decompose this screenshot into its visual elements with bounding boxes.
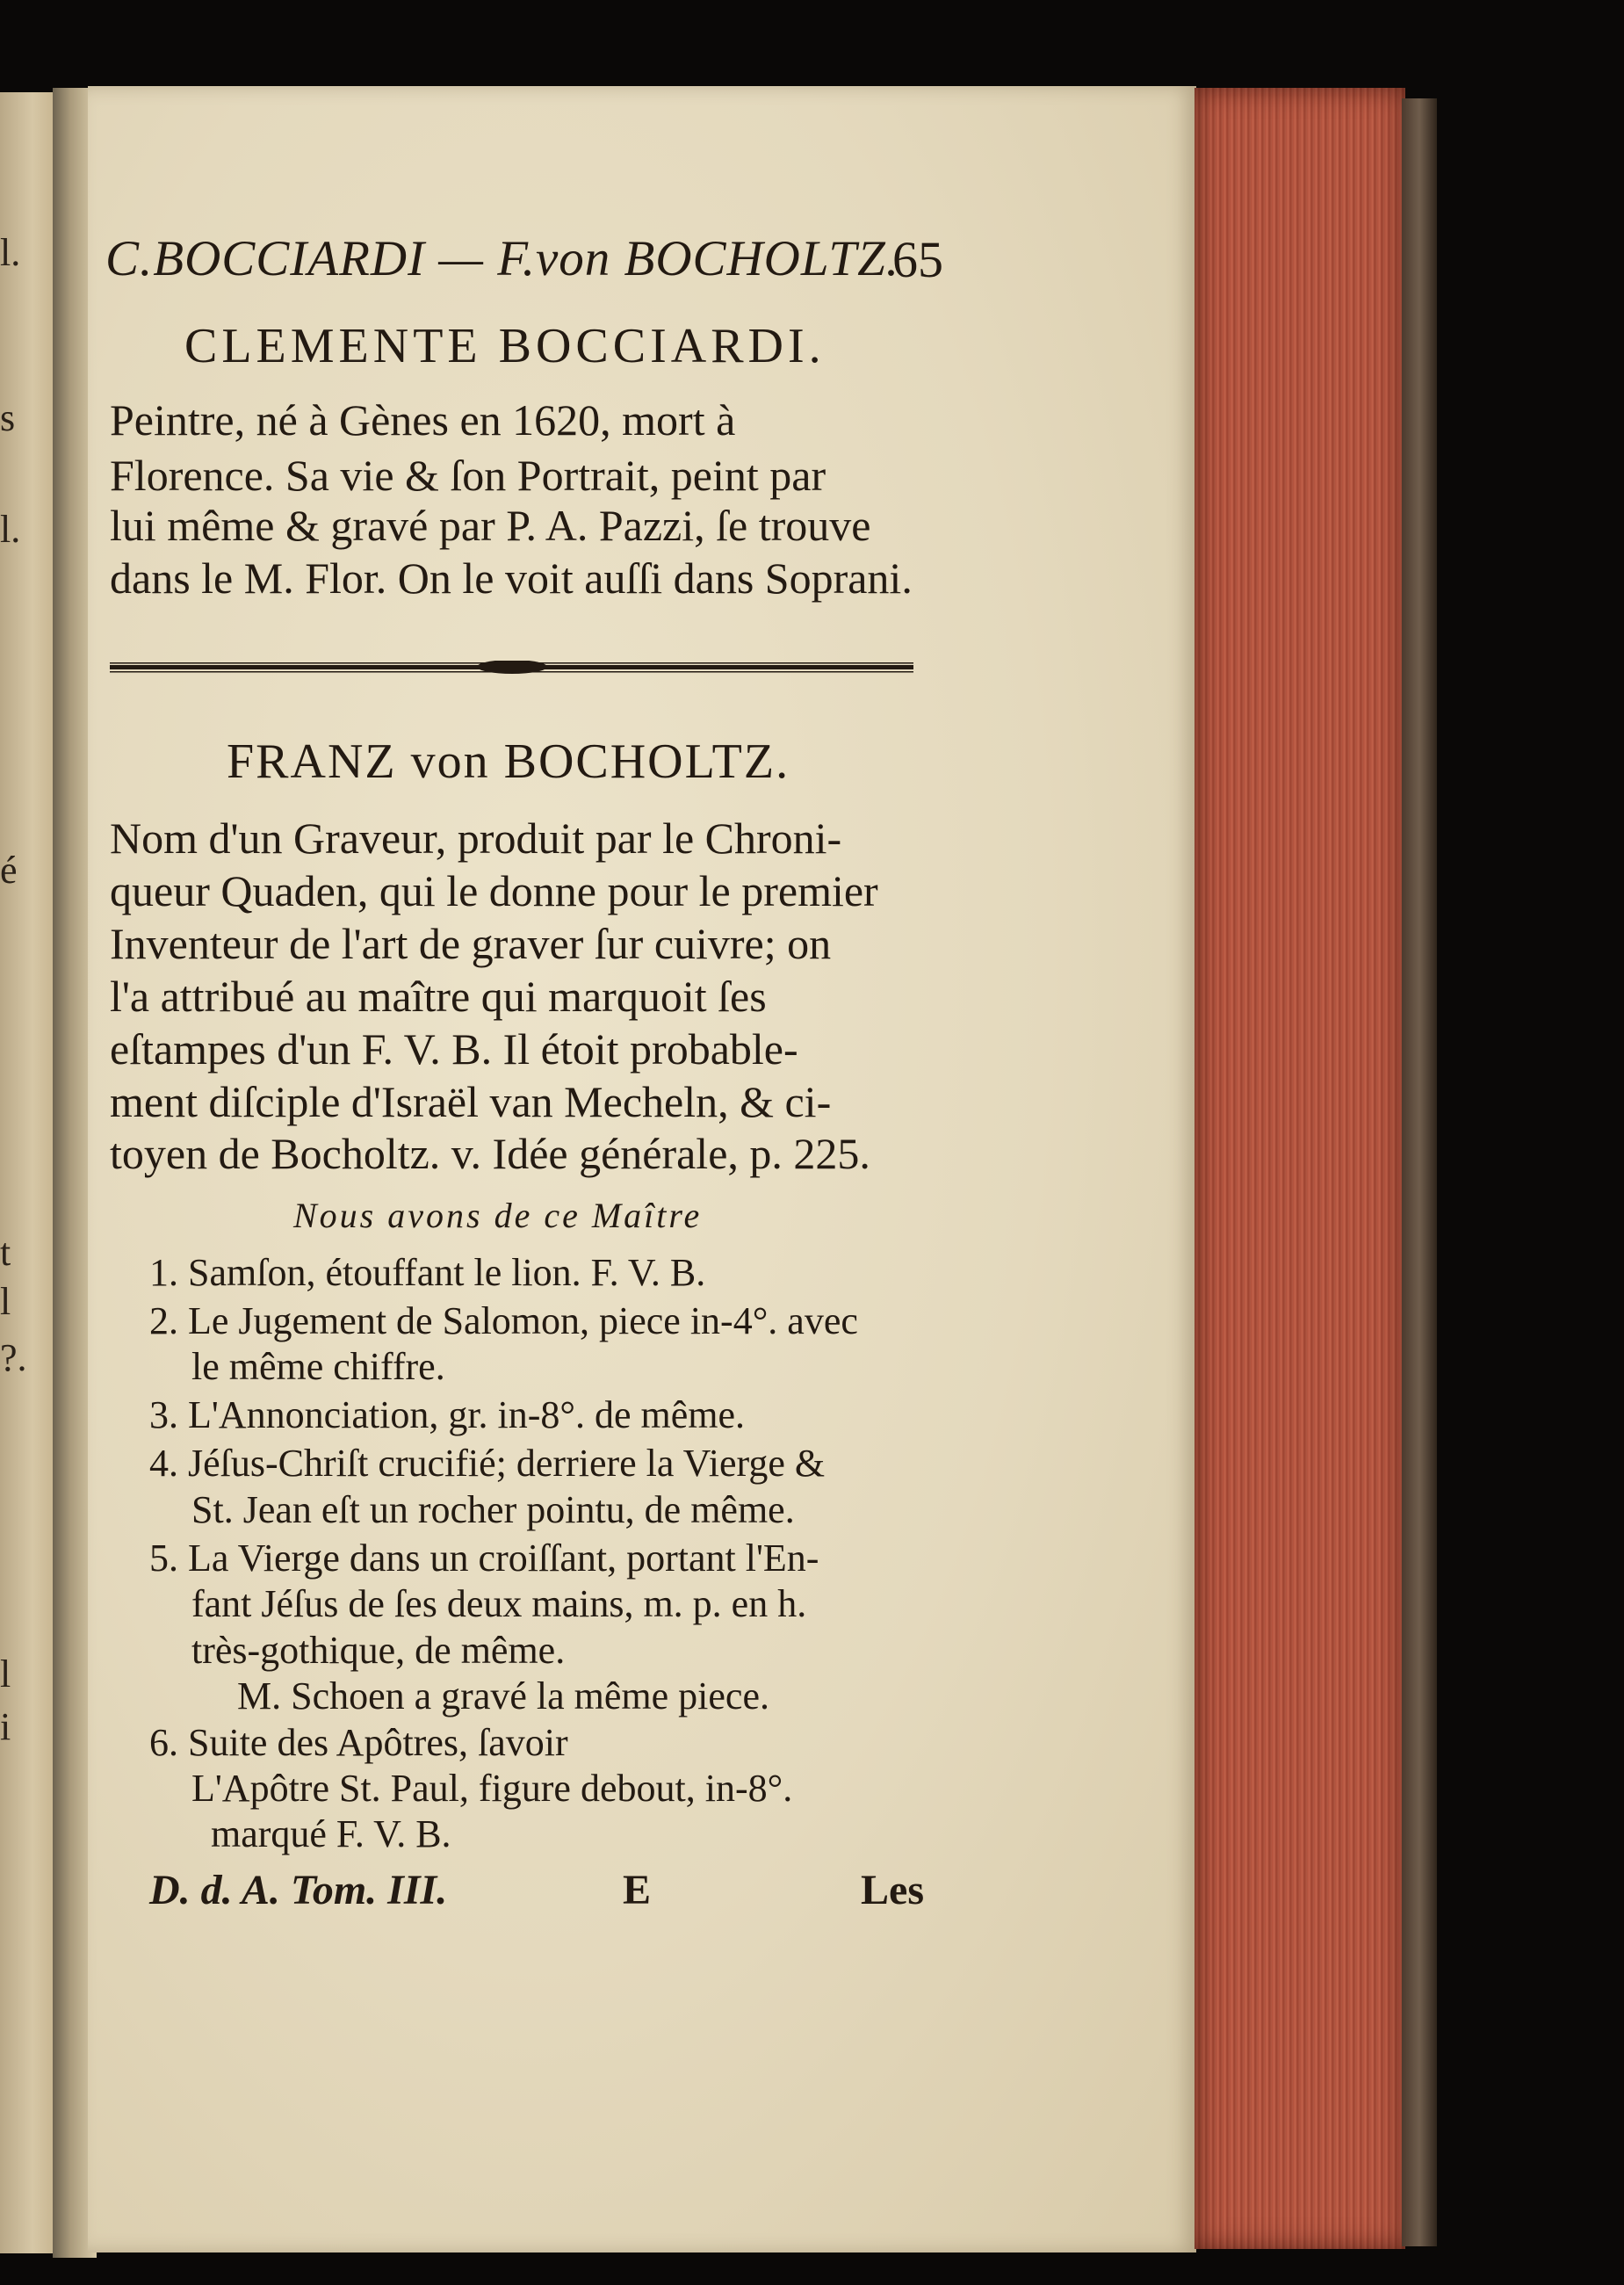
- ornamental-rule: [110, 661, 913, 675]
- work-line: le même chiffre.: [191, 1345, 445, 1388]
- body-line: Nom d'un Graveur, produit par le Chroni-: [110, 813, 842, 863]
- work-line: 3. L'Annonciation, gr. in-8°. de même.: [149, 1393, 746, 1436]
- works-heading: Nous avons de ce Maître: [293, 1196, 703, 1235]
- body-line: queur Quaden, qui le donne pour le premier: [110, 866, 878, 915]
- book-cover-edge: [1402, 98, 1437, 2246]
- work-line: marqué F. V. B.: [211, 1812, 451, 1855]
- body-line: eſtampes d'un F. V. B. Il étoit probable-: [110, 1024, 798, 1074]
- left-page-fragment: l.: [0, 231, 21, 274]
- left-page-fragment: l: [0, 1280, 11, 1323]
- body-line: Inventeur de l'art de graver ſur cuivre; on: [110, 919, 832, 968]
- body-line: Florence. Sa vie & ſon Portrait, peint par: [110, 451, 826, 500]
- work-line: 1. Samſon, étouffant le lion. F. V. B.: [149, 1251, 706, 1294]
- body-line: toyen de Bocholtz. v. Idée générale, p. 225.: [110, 1129, 870, 1178]
- body-line: Peintre, né à Gènes en 1620, mort à: [110, 395, 736, 445]
- work-line: 6. Suite des Apôtres, ſavoir: [149, 1721, 568, 1764]
- left-page-fragment: i: [0, 1705, 11, 1748]
- body-line: l'a attribué au maître qui marquoit ſes: [110, 972, 767, 1021]
- work-line: M. Schoen a gravé la même piece.: [237, 1674, 769, 1717]
- left-page-fragment: l: [0, 1652, 11, 1696]
- work-line: 4. Jéſus-Chriſt crucifié; derriere la Vierge &: [149, 1442, 826, 1485]
- body-line: ment diſciple d'Israël van Mecheln, & ci-: [110, 1077, 832, 1126]
- signature-mark: E: [623, 1867, 652, 1913]
- body-line: dans le M. Flor. On le voit auſſi dans Soprani.: [110, 553, 913, 603]
- work-line: 2. Le Jugement de Salomon, piece in-4°. avec: [149, 1299, 858, 1342]
- left-page-fragment: é: [0, 849, 18, 892]
- work-line: 5. La Vierge dans un croiſſant, portant l'En-: [149, 1537, 819, 1580]
- catchword: Les: [861, 1867, 924, 1913]
- body-line: lui même & gravé par P. A. Pazzi, ſe trouve: [110, 501, 871, 550]
- signature-line: D. d. A. Tom. III.: [149, 1867, 448, 1913]
- left-page-fragment: t: [0, 1231, 11, 1274]
- left-page-fragment: ?.: [0, 1336, 27, 1379]
- page-number: 65: [892, 231, 943, 288]
- page-edge-red: [1195, 88, 1405, 2249]
- work-line: fant Jéſus de ſes deux mains, m. p. en h.: [191, 1582, 807, 1625]
- left-page-fragment: s: [0, 396, 16, 439]
- work-line: très-gothique, de même.: [191, 1629, 566, 1672]
- left-page-fragment: l.: [0, 508, 21, 551]
- entry-title: CLEMENTE BOCCIARDI.: [184, 319, 826, 373]
- running-title: C.BOCCIARDI — F.von BOCHOLTZ.: [105, 231, 900, 286]
- entry-title: FRANZ von BOCHOLTZ.: [227, 734, 790, 789]
- work-line: St. Jean eſt un rocher pointu, de même.: [191, 1488, 795, 1531]
- work-line: L'Apôtre St. Paul, figure debout, in-8°.: [191, 1767, 793, 1810]
